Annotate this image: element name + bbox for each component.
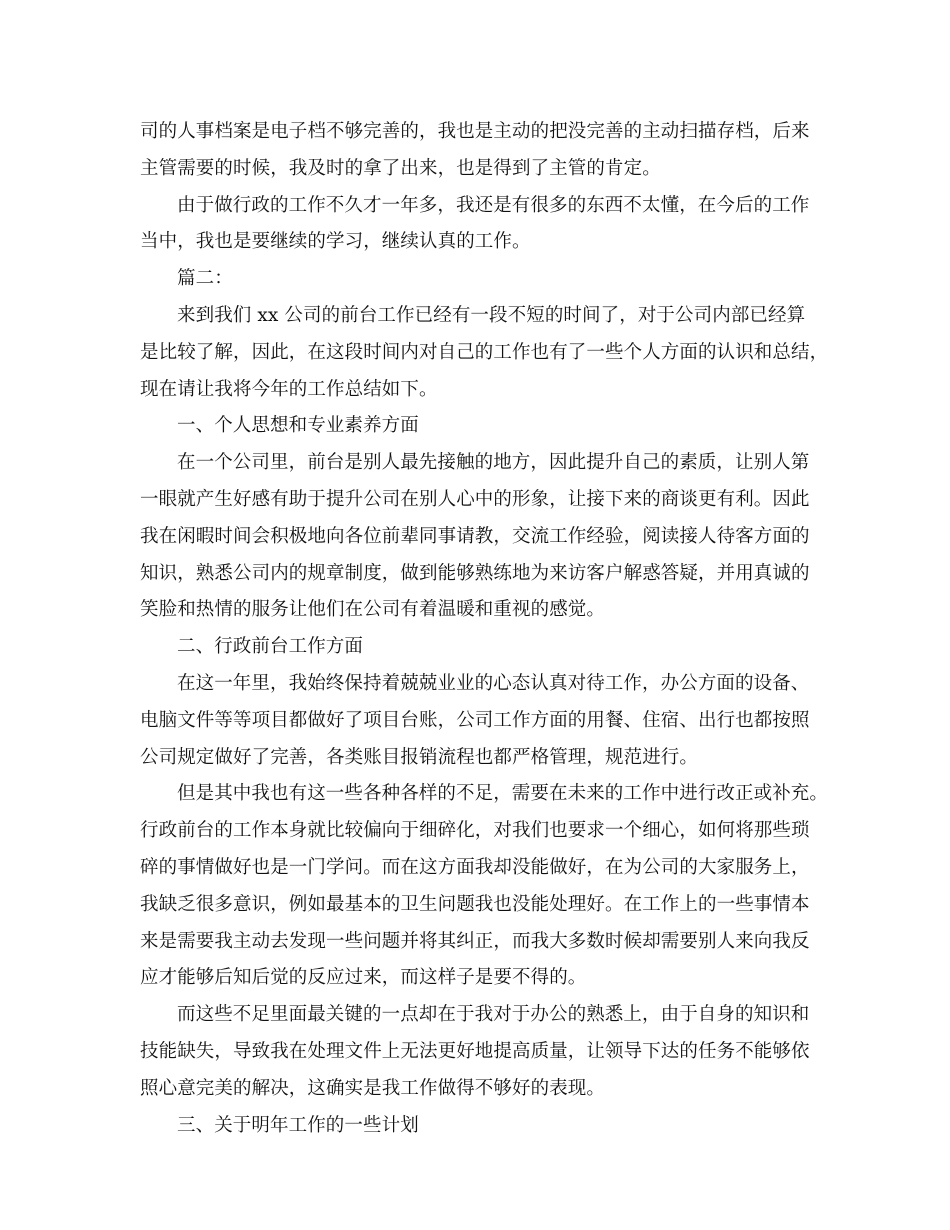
text-line: 我在闲暇时间会积极地向各位前辈同事请教，交流工作经验，阅读接人待客方面的 [140, 525, 810, 547]
text-line: 应才能够后知后觉的反应过来，而这样子是要不得的。 [140, 967, 587, 989]
section-heading: 二、行政前台工作方面 [177, 636, 364, 658]
text-line: 来是需要我主动去发现一些问题并将其纠正，而我大多数时候却需要别人来向我反 [140, 930, 810, 952]
text-line: 公司规定做好了完善，各类账目报销流程也都严格管理，规范进行。 [140, 746, 699, 768]
text-line: 行政前台的工作本身就比较偏向于细碎化，对我们也要求一个细心，如何将那些琐 [140, 820, 810, 842]
text-line: 技能缺失，导致我在处理文件上无法更好地提高质量，让领导下达的任务不能够依 [140, 1040, 810, 1062]
document-body [140, 114, 829, 1144]
text-line: 现在请让我将今年的工作总结如下。 [140, 378, 438, 400]
text-line: 笑脸和热情的服务让他们在公司有着温暖和重视的感觉。 [140, 599, 606, 621]
text-line: 在一个公司里，前台是别人最先接触的地方，因此提升自己的素质，让别人第 [177, 452, 810, 474]
text-line: 碎的事情做好也是一门学问。而在这方面我却没能做好，在为公司的大家服务上， [140, 856, 810, 878]
text-line: 由于做行政的工作不久才一年多，我还是有很多的东西不太懂，在今后的工作 [177, 194, 810, 216]
section-heading: 三、关于明年工作的一些计划 [177, 1114, 419, 1136]
text-line: 主管需要的时候，我及时的拿了出来，也是得到了主管的肯定。 [140, 157, 661, 179]
text-line: 当中，我也是要继续的学习，继续认真的工作。 [140, 231, 531, 253]
section-heading: 一、个人思想和专业素养方面 [177, 415, 419, 437]
text-line: 是比较了解，因此，在这段时间内对自己的工作也有了一些个人方面的认识和总结， [140, 341, 829, 363]
text-line: 我缺乏很多意识，例如最基本的卫生问题我也没能处理好。在工作上的一些事情本 [140, 893, 810, 915]
text-line: 在这一年里，我始终保持着兢兢业业的心态认真对待工作，办公方面的设备、 [177, 672, 810, 694]
text-line: 电脑文件等等项目都做好了项目台账，公司工作方面的用餐、住宿、出行也都按照 [140, 709, 810, 731]
text-line: 来到我们 xx 公司的前台工作已经有一段不短的时间了，对于公司内部已经算 [177, 304, 806, 326]
text-line: 照心意完美的解决，这确实是我工作做得不够好的表现。 [140, 1077, 606, 1099]
text-line: 而这些不足里面最关键的一点却在于我对于办公的熟悉上，由于自身的知识和 [177, 1004, 810, 1026]
text-line: 知识，熟悉公司内的规章制度，做到能够熟练地为来访客户解惑答疑，并用真诚的 [140, 562, 810, 584]
section-heading: 篇二： [177, 268, 233, 290]
text-line: 但是其中我也有这一些各种各样的不足，需要在未来的工作中进行改正或补充。 [177, 783, 829, 805]
text-line: 一眼就产生好感有助于提升公司在别人心中的形象，让接下来的商谈更有利。因此 [140, 488, 810, 510]
text-line: 司的人事档案是电子档不够完善的，我也是主动的把没完善的主动扫描存档，后来 [140, 121, 810, 142]
